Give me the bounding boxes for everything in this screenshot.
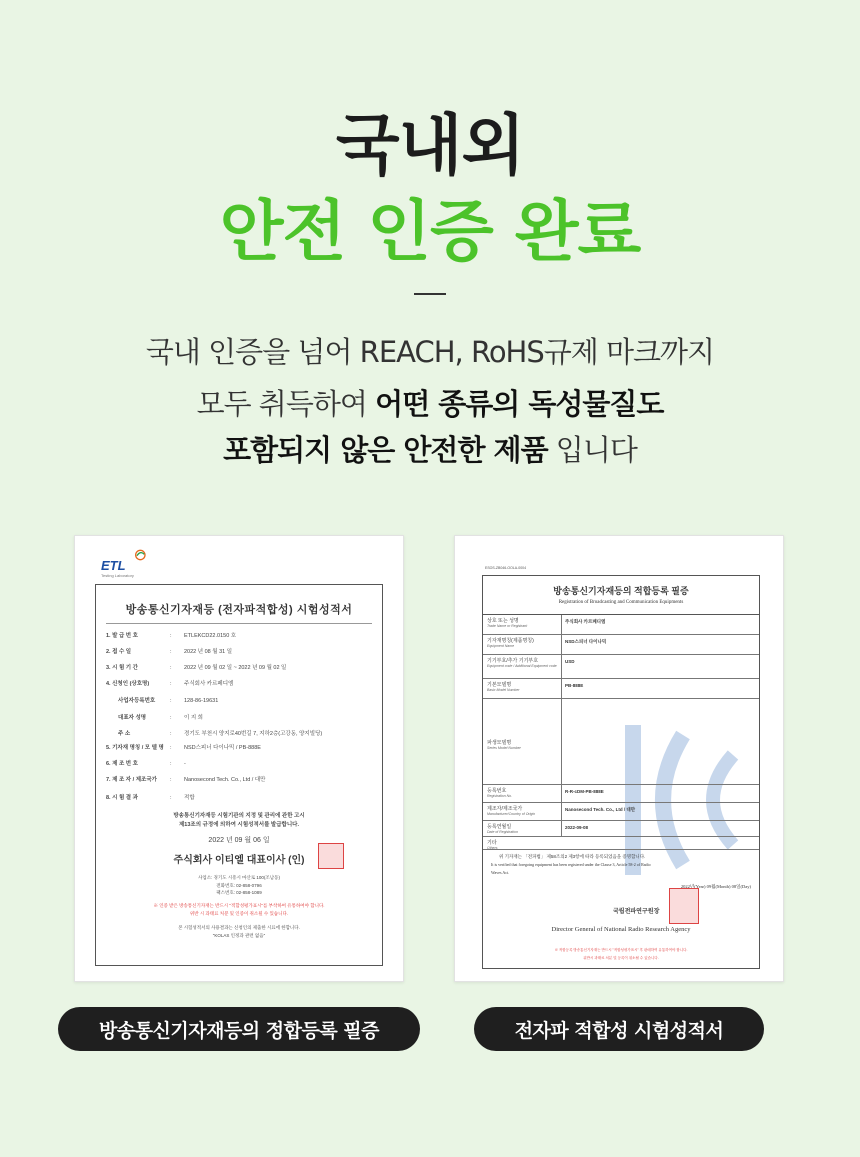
- table-row: 기본모델명 Basic Model Number PB-888E: [483, 679, 759, 699]
- heading-line2: 안전 인증 완료: [219, 193, 641, 270]
- test-report-title: 방송통신기자재등 (전자파적합성) 시험성적서: [125, 604, 353, 616]
- table-row: 제조자/제조국가 Manufacturer/Country of Origin Nanosecond Tech. Co., Ltd / 대만: [483, 803, 759, 821]
- report-row: 대표자 성명 : 이 지 희: [118, 715, 203, 721]
- report-row: 8. 시 험 결 과 : 적합: [106, 795, 195, 801]
- etl-logo-text: ETL: [101, 558, 126, 573]
- report-row: 1. 발 급 번 호 : ETLEKCD22.0150 호: [106, 633, 237, 639]
- registration-statement-ko: 위 기자재는 「전파법」 제58조의2 제3항에 따라 등록되었음을 증명합니다.: [499, 854, 646, 859]
- caption-registration-certificate: 방송통신기자재등의 정합등록 필증: [58, 1007, 420, 1051]
- heading-line1: 국내외: [335, 107, 525, 184]
- report-row: 2. 접 수 일 : 2022 년 08 월 31 일: [106, 649, 233, 655]
- registration-table: [483, 614, 759, 836]
- registration-statement-en1: It is verified that foregoing equipment has been registered under the Clause 3, Article 58-2 of Radio: [491, 862, 651, 867]
- registration-date: 2022년(Year) 09월(Month) 08일(Day): [680, 884, 751, 889]
- registration-statement-en2: Waves Act.: [491, 870, 510, 875]
- report-row: 6. 제 조 번 호 : -: [106, 761, 186, 767]
- description-line2-bold: 어떤 종류의 독성물질도: [375, 387, 664, 421]
- registration-warning2: 위반시 과태료 처분 및 등록이 취소될 수 있습니다.: [583, 956, 659, 960]
- report-row: 사업자등록번호 : 128-86-19631: [118, 698, 219, 704]
- registration-agency-en: Director General of National Radio Research Agency: [551, 926, 691, 933]
- table-row: 상호 또는 성명 Trade Name or Registrant 주식회사 카르페디엠: [483, 615, 759, 635]
- report-footer1: 본 시험성적서의 사용결과는 신청인의 제출한 시료에 한합니다.: [178, 925, 300, 930]
- etl-logo-sub: Testing Laboratory: [101, 573, 134, 578]
- red-seal-icon: [669, 888, 699, 924]
- registration-title-en: Registration of Broadcasting and Communication Equipments: [558, 600, 684, 605]
- description-line2: [0, 382, 860, 423]
- registration-title-ko: 방송통신기자재등의 적합등록 필증: [553, 586, 689, 596]
- table-row: 등록번호 Registration No. R-R-cDM-PB-888E: [483, 785, 759, 803]
- caption-emc-test-report: 전자파 적합성 시험성적서: [474, 1007, 764, 1051]
- report-date: 2022 년 09 월 06 일: [208, 837, 270, 844]
- table-row: 기자재명칭(제품명칭) Equipment Name NSD스피너 다이나믹: [483, 635, 759, 655]
- registration-code: ESOS-ZB046-OOLA-0004: [485, 566, 527, 570]
- divider: [414, 293, 446, 295]
- report-row: 7. 제 조 자 / 제조국가 : Nanosecond Tech. Co., Ltd / 대만: [106, 777, 266, 783]
- test-report-frame: [95, 584, 383, 966]
- table-row: 기기부호/추가 기기부호 Equipment code / Additional Equipment code USD: [483, 655, 759, 679]
- report-address: 사업소: 경기도 시흥시 마산로 100(조남동): [198, 875, 280, 880]
- report-row: 4. 신청인 (상호명) : 주식회사 카르페디엠: [106, 681, 234, 687]
- report-phone: 전화번호: 02-858-0796: [216, 883, 262, 888]
- etl-logo-icon: [135, 544, 175, 566]
- description-line1: 국내 인증을 넘어 REACH, RoHS규제 마크까지: [145, 335, 715, 369]
- report-row: 3. 시 험 기 간 : 2022 년 09 월 02 일 ~ 2022 년 09 월 02 일: [106, 665, 287, 671]
- description-line2-normal: 모두 취득하여: [196, 387, 376, 421]
- registration-agency-ko: 국립전파연구원장: [613, 909, 660, 915]
- registration-frame: [482, 575, 760, 969]
- report-statement2: 제13조의 규정에 의하여 시험성적서를 발급합니다.: [178, 822, 300, 828]
- table-row: 파생모델명 Series Model Number: [483, 699, 759, 785]
- report-row: 5. 기자재 명칭 / 모 델 명 : NSD스피너 다이나믹 / PB-888E: [106, 745, 261, 751]
- red-seal-icon: [318, 843, 344, 869]
- certificate-registration: [454, 535, 784, 982]
- report-warning1: ※ 인증 받은 방송통신기자재는 반드시 "적합성평가표시"를 부착하여 유통하여야 합니다.: [153, 903, 325, 908]
- registration-warning1: ※ 적합등록 방송통신기자재는 반드시 "적합성평가표시" 후 판매하여 유통하여야 합니다.: [554, 948, 688, 952]
- description-line3: [0, 428, 860, 469]
- description-line3-normal: 입니다: [547, 433, 637, 467]
- report-statement1: 방송통신기자재등 시험기관의 지정 및 관리에 관한 고시: [173, 813, 305, 819]
- report-fax: 팩스번호: 02-858-1089: [216, 890, 262, 895]
- report-footer2: "KOLAS 인정과 관련 없음": [212, 933, 266, 938]
- report-row: 주 소 : 경기도 부천시 양지로40번길 7, 지하2층(고강동, 양지빌딩): [118, 731, 323, 737]
- report-warning2: 위반 시 과태료 처분 및 인증이 취소될 수 있습니다.: [189, 911, 289, 916]
- table-row: 기타 Others: [483, 836, 759, 850]
- certificate-test-report: [74, 535, 404, 982]
- description-line3-bold: 포함되지 않은 안전한 제품: [223, 433, 548, 467]
- table-row: 등록연월일 Date of Registration 2022-09-08: [483, 821, 759, 837]
- report-issuer: 주식회사 이티엘 대표이사 (인): [173, 855, 305, 866]
- title-underline: [106, 623, 372, 624]
